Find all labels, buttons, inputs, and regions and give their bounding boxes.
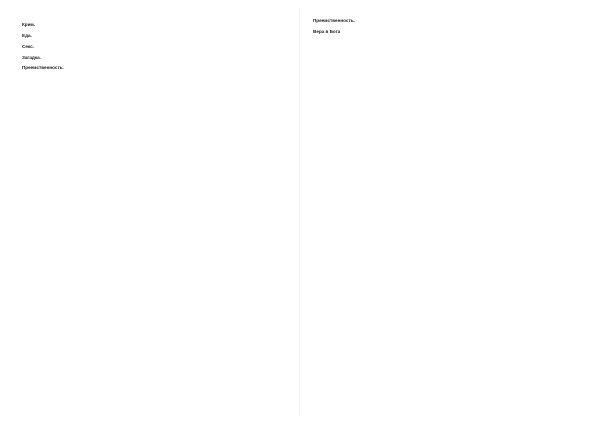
run-in-term: Вера в Бога [313,28,341,34]
run-in-term: Преемственность. [22,65,64,71]
run-in-term: Преемственность. [313,18,355,23]
run-in-term: Секс. [22,43,34,49]
paragraph [22,65,287,72]
run-in-term: Загадка. [22,54,41,60]
paragraph [22,33,287,40]
paragraph [22,22,287,29]
paragraph [313,18,578,25]
paragraph [313,29,578,36]
paragraph [22,55,287,62]
right-column [313,18,578,410]
page-gutter [299,10,300,414]
run-in-term: Еда. [22,32,32,38]
paragraph [22,44,287,51]
run-in-term: Крим. [22,22,36,28]
left-column [22,18,287,410]
